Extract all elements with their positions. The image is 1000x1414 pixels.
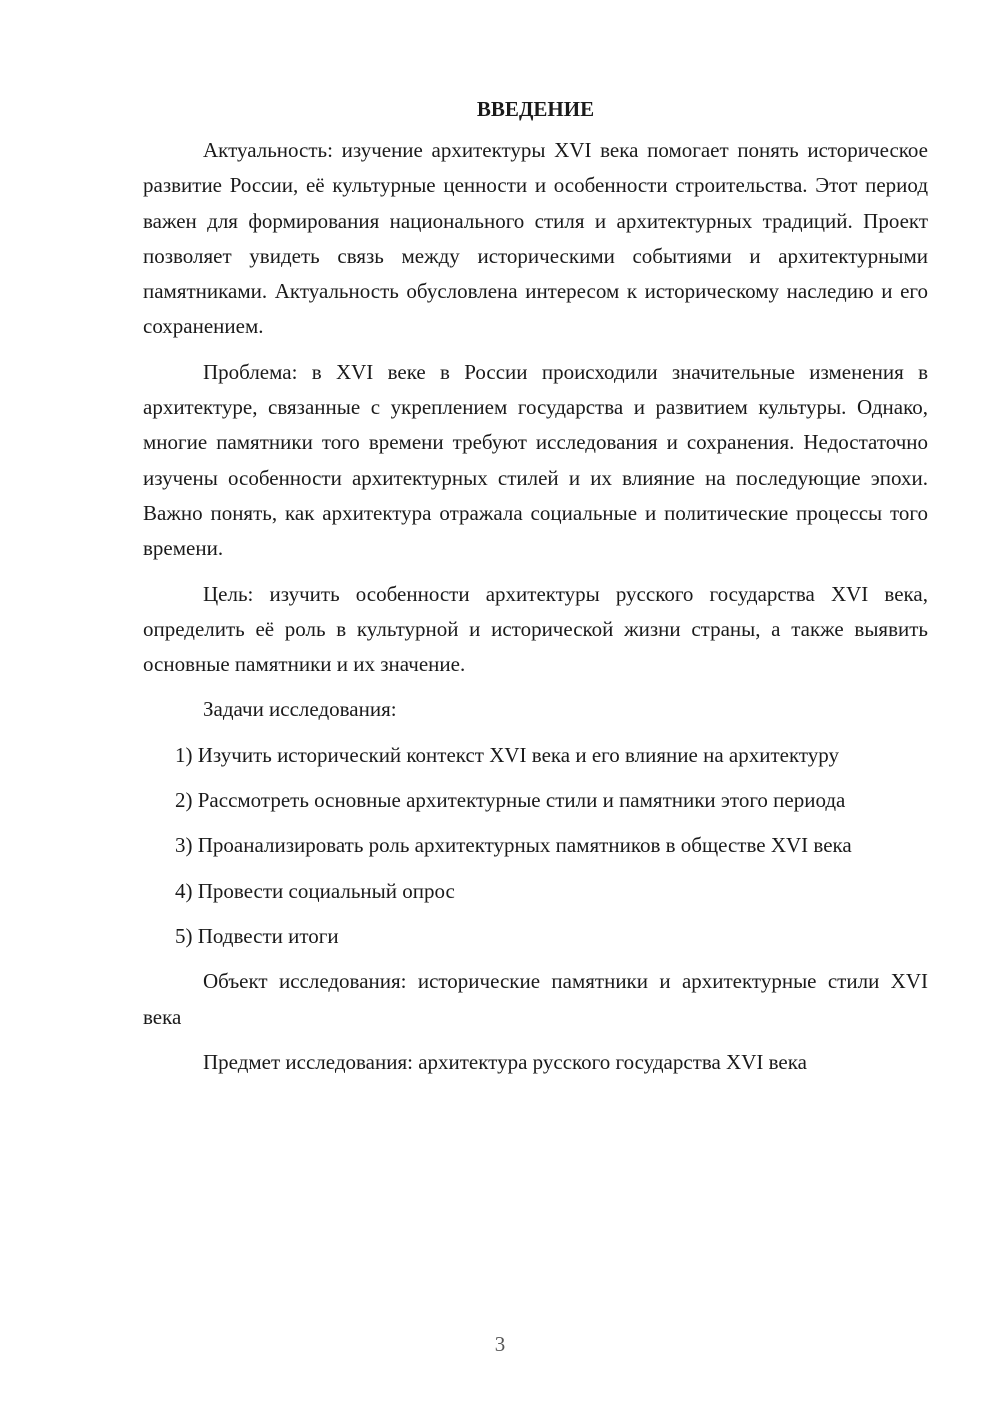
- document-body: [143, 92, 928, 1090]
- section-heading: ВВЕДЕНИЕ: [476, 97, 595, 121]
- task-item-3: 3) Проанализировать роль архитектурных памятников в обществе XVI века: [175, 833, 852, 858]
- task-item-4: 4) Провести социальный опрос: [175, 878, 455, 903]
- paragraph-subject: Предмет исследования: архитектура русского государства XVI века: [203, 1049, 807, 1074]
- paragraph-relevance: Актуальность: изучение архитектуры XVI века помогает понять историческое развитие России, её культурные ценности и особенности строительства. Этот период важен для формирования национального стиля и архитектурных традиций. Проект позволяет увидеть связь между историческими событиями и архитектурными памятниками. Актуальность обусловлена интересом к историческому наследию и его сохранением.: [143, 138, 928, 339]
- page-number: 3: [494, 1332, 506, 1356]
- task-item-5: 5) Подвести итоги: [175, 923, 339, 948]
- task-item-1: 1) Изучить исторический контекст XVI века и его влияние на архитектуру: [175, 742, 839, 767]
- paragraph-goal: Цель: изучить особенности архитектуры русского государства XVI века, определить её роль в культурной и исторической жизни страны, а также выявить основные памятники и их значение.: [143, 581, 928, 677]
- paragraph-object: Объект исследования: исторические памятники и архитектурные стили XVI века: [143, 969, 928, 1029]
- tasks-title: Задачи исследования:: [203, 697, 397, 722]
- paragraph-problem: Проблема: в XVI веке в России происходили значительные изменения в архитектуре, связанные с укреплением государства и развитием культуры. Однако, многие памятники того времени требуют исследования и сохранения. Недостаточно изучены особенности архитектурных стилей и их влияние на последующие эпохи. Важно понять, как архитектура отражала социальные и политические процессы того времени.: [143, 359, 928, 561]
- task-item-2: 2) Рассмотреть основные архитектурные стили и памятники этого периода: [175, 788, 846, 813]
